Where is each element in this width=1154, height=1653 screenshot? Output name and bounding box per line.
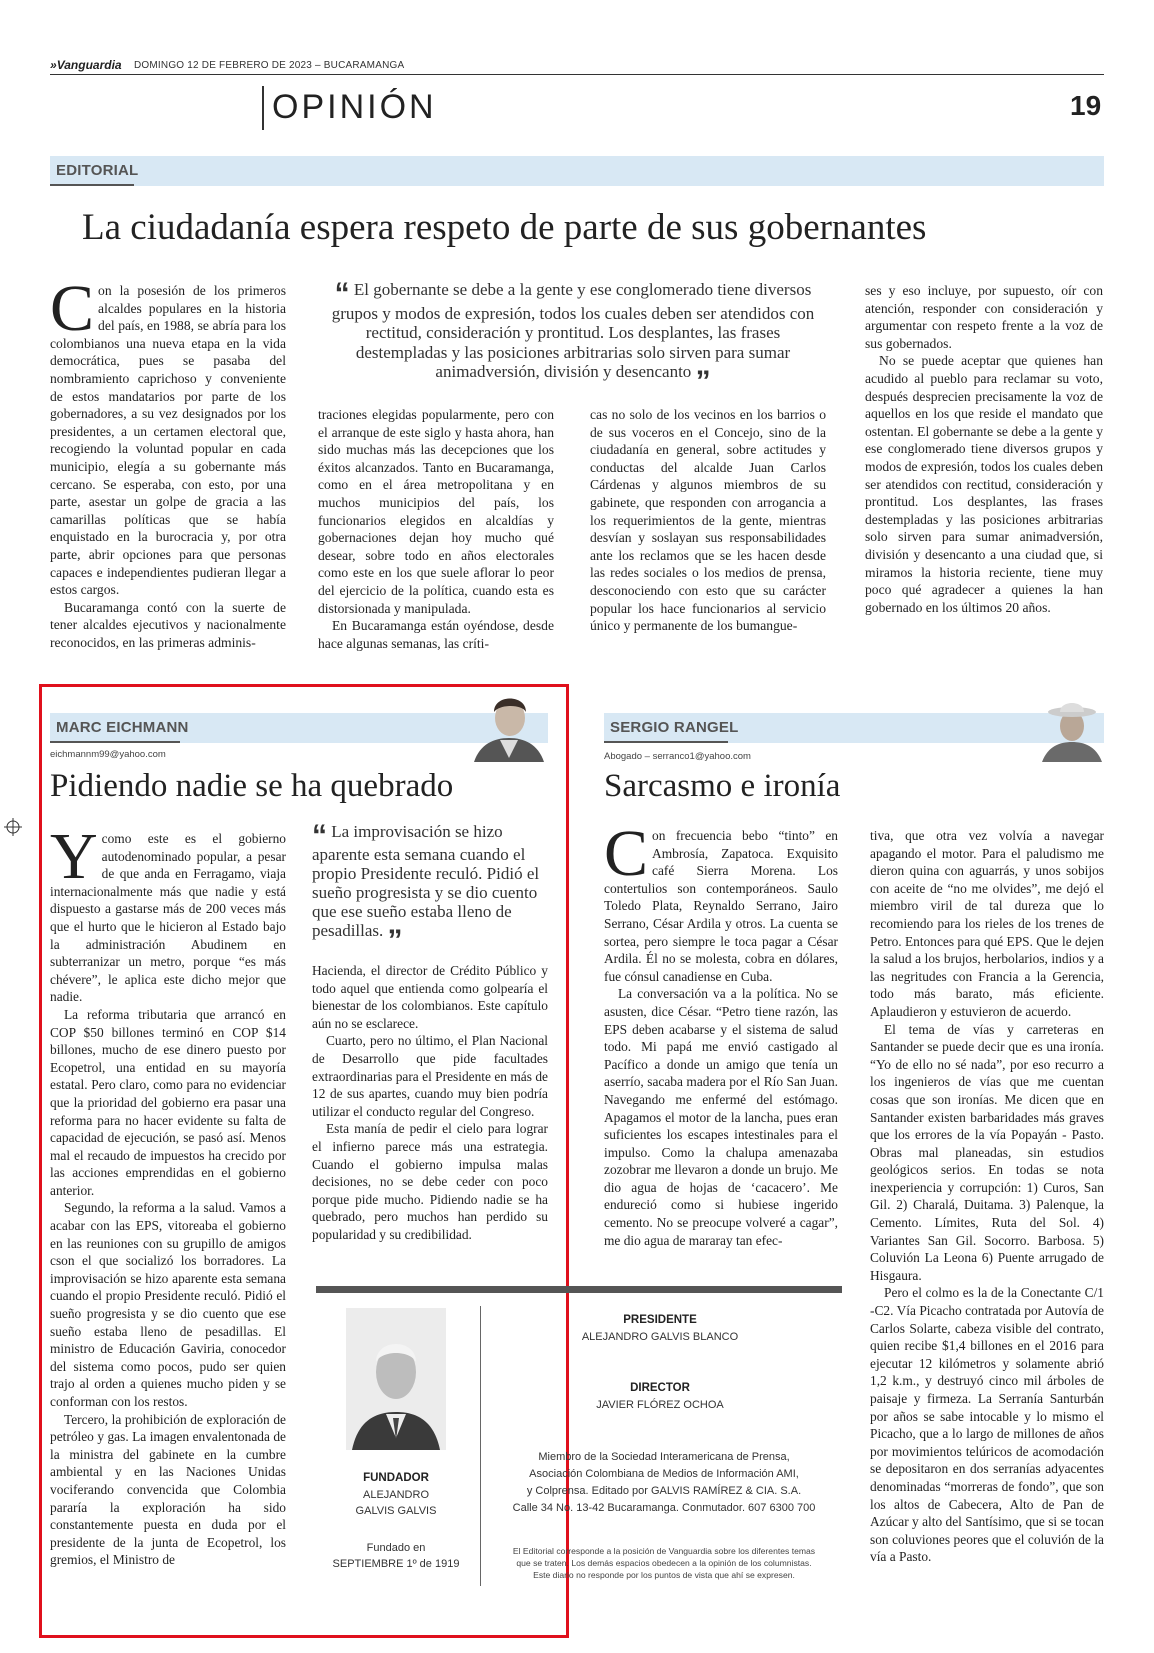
author-band-right [604, 713, 1104, 743]
column-paragraph: on frecuencia bebo “tinto” en Ambrosía, Zapatoca. Exquisito café Sierra Morena. Los contertulios son contemporáneos. Saulo Toledo Plata, Reynaldo Serrano, Jairo Serrano, César Ardila y otros. La cuenta se sortea, pero siempre le toca pagar a César Ardila. Él no se molesta, cobra en dólares, fue cónsul canadiense en Cuba. [604, 828, 838, 984]
column-paragraph: La conversación va a la política. No se asusten, dice César. “Petro tiene razón, las EPS deben acabarse y el sistema de salud todo. Mi papá me envió castigado al Pacífico a donde un amigo que tenía un aserrío, sacaba madera por el Río San Juan. Navegando me enfermé del estómago. Apagamos el motor de la lancha, pues eran suficientes los escapes intestinales para el impulso. Como la chalupa amenazaba zozobrar me llevaron a donde un brujo. Me dio agua de hojas de ‘cacacero’. Me endureció como si hubiese ingerido cemento. No se preocupe volveré a cagar”, me dio agua de mararay tan efec- [604, 986, 838, 1248]
disclaimer-2: que se traten. Los demás espacios obedecen a la opinión de los columnistas. [516, 1558, 812, 1568]
column-title: Sarcasmo e ironía [604, 768, 841, 804]
column-paragraph: tiva, que otra vez volvía a navegar apagando el motor. Para el paludismo me dieron quina con aguarrás, y unos sobijos con aceite de “no me olvides”, me dejó el miembro viril de tal dureza que lo recomiendo para los rieles de los trenes de Petro. Entonces para qué EPS. Que le dejen la salud a los brujos, herbolarios, indios y a las negritudes con Francia a la Gerencia, todo más barato, más eficiente. Aplaudieron y estuvieron de acuerdo. [870, 828, 1104, 1019]
open-quote-icon: “ [312, 819, 327, 852]
editorial-pullquote-text: El gobernante se debe a la gente y ese conglomerado tiene diversos grupos y modos de expresión, todos los cuales deben ser atendidos con rectitud, consideración y prontitud. Los desplantes, las frases destempladas y las posiciones arbitrarias solo sirven para sumar animadversión, división y desencanto [331, 280, 815, 381]
publisher-info-4: Calle 34 No. 13-42 Bucaramanga. Conmutador. 607 6300 700 [512, 1502, 816, 1514]
page-number: 19 [1070, 90, 1102, 121]
editorial-paragraph: cas no solo de los vecinos en los barrios o de sus voceros en el Concejo, sino de la ciudadanía en general, sobre actitudes y conductas del alcalde Juan Carlos Cárdenas y algunos miembros de su gabinete, que responden con arrogancia a los requerimientos de la gente, mientras desvían y soslayan sus responsabilidades ante los reclamos que se les hacen desde las redes sociales o los medios de prensa, desconociendo con esto que su carácter popular los hace funcionarios al servicio único y permanente de los bumangue- [590, 407, 826, 634]
founder-label: FUNDADOR [363, 1472, 429, 1484]
column-pullquote [312, 819, 546, 957]
column-paragraph: La reforma tributaria que arrancó en COP $50 billones terminó en COP $14 billones, mucho de ese dinero puesto por Ecopetrol, una entidad en su mayoría estatal. Pero claro, como para no evidenciar que la prioridad del gobierno era pasar una reforma para no hacer evidente su falta de capacidad de ejecución, se pasó así. Menos mal el recaudo de impuestos ha crecido por las acciones emprendidas en el gobierno anterior. [50, 1006, 286, 1198]
close-quote-icon: ” [387, 924, 403, 957]
editorial-band [50, 156, 1104, 186]
founded-date: SEPTIEMBRE 1º de 1919 [332, 1558, 460, 1570]
editorial-paragraph: Bucaramanga contó con la suerte de tener alcaldes ejecutivos y nacionalmente reconocidos, en las primeras adminis- [50, 599, 286, 650]
column-paragraph: como este es el gobierno autodenominado popular, a pesar de que anda en Ferragamo, viaja internacionalmente más que nadie y está dispuesto a gastarse más de 200 veces más que el hurto que le hicieron al Estado bajo la administración Abudinem en subterranizar un metro, porque “es más chévere”, le aplica este dicho mejor que nadie. [50, 831, 286, 1005]
brand-arrows-icon: » [50, 58, 57, 72]
author-photo [1040, 696, 1104, 762]
editorial-paragraph: on la posesión de los primeros alcaldes populares en la historia del país, en 1988, se abría para los colombianos una nueva etapa en la vida democrática, pues se pasaba del nombramiento caprichoso y conveniente de estos mandatarios por parte de los gobernadores, a su vez designados por los presidentes, a un certamen electoral que, recogiendo la voluntad popular en cada municipio, elegía a su gobernante más cercano. Se esperaba, con esto, por una parte, asestar un golpe de gracia a las camarillas políticas que se había enquistado en la burocracia y, por otra parte, abrir opciones para que personas capaces e independientes pudieran llegar a estos cargos. [50, 283, 286, 598]
disclaimer-1: El Editorial corresponde a la posición de Vanguardia sobre los diferentes temas [512, 1546, 816, 1556]
editorial-paragraph: No se puede aceptar que quienes han acudido al pueblo para reclamar su voto, después desprecien precisamente la voz de aquellos en los que reside el mandato que ostentan. El gobernante se debe a la gente y ese conglomerado tiene diversos grupos y modos de expresión, todos los cuales deben ser atendidos con rectitud, consideración y prontitud. Los desplantes, las frases destempladas y las posiciones arbitrarias solo sirven para sumar animadversión, división y desencanto a una ciudad que, si miramos la historia reciente, tiene muy poco qué agradecer a quienes la han gobernado en los últimos 20 años. [865, 353, 1103, 615]
column-paragraph: Pero el colmo es la de la Conectante C/1 -C2. Vía Picacho contratada por Autovía de Carlos Solarte, cabeza visible del contrato, quien recibe $1,4 billones en el 2016 para ejecutar 12 kilómetros y solamente abrió 1,2 k.m., y destruyó cinco mil árboles de paisaje y firmeza. La Serranía Santurbán por años se sabe intocable y lo mismo el Picacho, que a lo largo de millones de años por movimientos telúricos de acomodación se depositaron en dos serranías adyacentes denominadas “morreras de fondo”, que son los altos de Cabecera, Alto de Pan de Azúcar y alto del Santísimo, que si se tocan son coluviones peores que el coluvión de la vía a Pasto. [870, 1285, 1104, 1565]
editorial-paragraph: En Bucaramanga están oyéndose, desde hace algunas semanas, las críti- [318, 618, 554, 651]
editorial-pullquote [318, 277, 828, 398]
author-email: eichmannm99@yahoo.com [50, 749, 166, 760]
left-col-1 [50, 820, 286, 1569]
column-paragraph: Tercero, la prohibición de exploración de petróleo y gas. La imagen envalentonada de la ministra del gabinete en la cumbre ambiental y en las Naciones Unidas vociferando convencida que Colombia pararía la exploración ha sido constantemente puesta en duda por el presidente de la junta de Ecopetrol, los gremios, el Ministro de [50, 1411, 286, 1568]
editorial-col-2 [318, 406, 554, 652]
right-col-1 [604, 817, 838, 1249]
header-rule [50, 74, 1104, 75]
column-pullquote-text: La improvisación se hizo aparente esta semana cuando el propio Presidente reculó. Pidió el sueño progresista y se dio cuento que ese sueño estaba lleno de pesadillas. [312, 822, 540, 940]
column-paragraph: Hacienda, el director de Crédito Público y todo aquel que entienda como golpearía el bienestar de los colombianos. Este capítulo aún no se esclarece. [312, 963, 548, 1031]
masthead-rule [316, 1286, 842, 1293]
masthead-divider [480, 1306, 481, 1586]
author-name: SERGIO RANGEL [610, 719, 739, 736]
editorial-paragraph: traciones elegidas popularmente, pero con el arranque de este siglo y hasta ahora, han sido muchas más las decepciones que los éxitos alcanzados. Tanto en Bucaramanga, como en el área metropolitana y en muchos municipios del país, los funcionarios elegidos en alcaldías y gobernaciones dejan hoy mucho qué desear, sobre todo en años electorales como este en los que suele aflorar lo peor del ejercicio de la política, cuando esta es distorsionada y manipulada. [318, 407, 554, 616]
author-underline [604, 741, 728, 743]
dateline: DOMINGO 12 DE FEBRERO DE 2023 – BUCARAMANGA [134, 60, 405, 71]
brand-logo [50, 58, 122, 72]
close-quote-icon: ” [695, 365, 711, 398]
author-photo [470, 688, 548, 762]
author-name: MARC EICHMANN [56, 719, 189, 736]
registration-mark-icon [4, 818, 22, 836]
founder-name-2: GALVIS GALVIS [355, 1505, 437, 1517]
column-dropcap: Y [50, 820, 98, 893]
left-col-2 [312, 962, 548, 1244]
column-paragraph: El tema de vías y carreteras en Santander se puede decir que es una ironía. “Yo de ello no sé nada”, por eso recurro a los ingenieros de vías que me cuentan cosas que son ironías. Me dicen que en Santander existen barbaridades más graves que los errores de la vía Popayán - Pasto. Obras mal planeadas, sin estudios geológicos serios. En todas se nota inexperiencia y corrupción: 1) Curos, San Gil. 2) Charalá, Duitama. 3) Palenque, la Cemento. Límites, Ruta del Sol. 4) Variantes San Gil. Socorro. Barbosa. 5) Coluvión La Leona 6) Puente arrugado de Hisgaura. [870, 1021, 1104, 1283]
editorial-col-4 [865, 282, 1103, 616]
editorial-col-1 [50, 272, 286, 651]
president-name: ALEJANDRO GALVIS BLANCO [581, 1331, 739, 1343]
editorial-dropcap: C [50, 272, 95, 345]
publisher-info-3: y Colprensa. Editado por GALVIS RAMÍREZ & CIA. S.A. [526, 1485, 802, 1497]
column-paragraph: Cuarto, pero no último, el Plan Nacional de Desarrollo que pide facultades extraordinarias para el Presidente en más de 12 de sus apartes, cuando muy bien podría utilizar el conducto regular del Congreso. [312, 1033, 548, 1119]
director-name: JAVIER FLÓREZ OCHOA [596, 1399, 724, 1411]
column-dropcap: C [604, 817, 649, 890]
publisher-info-2: Asociación Colombiana de Medios de Información AMI, [529, 1468, 799, 1480]
director-label: DIRECTOR [630, 1382, 690, 1394]
column-paragraph: Segundo, la reforma a la salud. Vamos a acabar con las EPS, vitoreaba el gobierno en las reuniones con su grupillo de amigos cson el que socializó los borradores. La improvisación se hizo aparente esta semana cuando el propio Presidente reculó. Pidió el sueño progresista y se dio cuento que ese sueño estaba lleno de pesadillas. El ministro de Educación Gaviria, conocedor del sistema como pocos, pudo ser quien trajo al orden a quienes mucho piden y se conforman con los restos. [50, 1200, 286, 1409]
open-quote-icon: “ [334, 277, 350, 310]
founder-name-1: ALEJANDRO [362, 1489, 430, 1501]
editorial-title: La ciudadanía espera respeto de parte de sus gobernantes [82, 207, 927, 248]
editorial-label-underline [50, 184, 134, 186]
column-title: Pidiendo nadie se ha quebrado [50, 768, 454, 804]
editorial-label: EDITORIAL [56, 162, 139, 179]
section-title: OPINIÓN [272, 88, 437, 126]
president-label: PRESIDENTE [623, 1314, 697, 1326]
column-paragraph: Esta manía de pedir el cielo para lograr el infierno parece más una estrategia. Cuando el gobierno impulsa malas decisiones, no se debe ceder con poco porque pide mucho. Pidiendo nadie se ha quebrado, pero muchos han perdido su popularidad y su credibilidad. [312, 1121, 548, 1242]
author-email: Abogado – serranco1@yahoo.com [604, 751, 751, 762]
editorial-col-3 [590, 406, 826, 635]
right-col-2 [870, 827, 1104, 1566]
founder-photo [346, 1308, 446, 1450]
brand-name: Vanguardia [56, 58, 122, 72]
editorial-paragraph: ses y eso incluye, por supuesto, oír con atención, responder con consideración y argumentar con respeto frente a la voz de sus gobernados. [865, 283, 1103, 351]
section-divider [262, 86, 264, 130]
disclaimer-3: Este diario no responde por los puntos de vista que ahí se expresen. [533, 1570, 795, 1580]
author-underline [50, 741, 180, 743]
publisher-info-1: Miembro de la Sociedad Interamericana de Prensa, [538, 1451, 790, 1463]
founded-label: Fundado en [366, 1542, 426, 1554]
